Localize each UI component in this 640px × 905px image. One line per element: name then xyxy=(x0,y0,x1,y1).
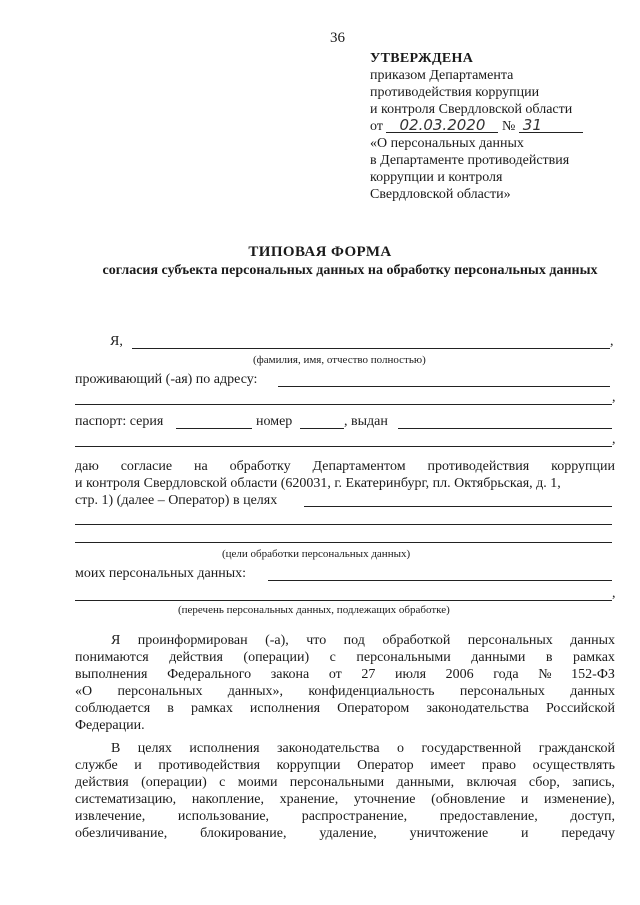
passport-issued-field-1[interactable] xyxy=(398,428,612,429)
word: под xyxy=(343,633,365,648)
approval-line-7: коррупции и контроля xyxy=(370,170,503,185)
word: выполнения xyxy=(75,667,148,682)
word: (операции) xyxy=(141,775,207,790)
word: изменение), xyxy=(543,792,615,807)
word: коррупции xyxy=(551,459,615,474)
word: о xyxy=(397,741,405,756)
word: рамках xyxy=(573,650,615,665)
approval-line-3: и контроля Свердловской области xyxy=(370,102,573,117)
list-caption: (перечень персональных данных, подлежащих обработке) xyxy=(178,604,450,616)
approval-line-5: «О персональных данных xyxy=(370,136,524,151)
date-prefix: от xyxy=(370,119,383,134)
word: конфиденциальность xyxy=(308,684,435,699)
word: в xyxy=(545,650,553,665)
order-number: 31 xyxy=(519,118,583,133)
word: года xyxy=(493,667,519,682)
order-date: 02.03.2020 xyxy=(386,118,498,133)
word: (операции) xyxy=(243,650,310,665)
consent-block xyxy=(75,458,615,509)
word: включая xyxy=(466,775,517,790)
word: Оператор xyxy=(357,758,414,773)
word: имеет xyxy=(430,758,466,773)
passport-number-field[interactable] xyxy=(300,428,344,429)
word: осуществлять xyxy=(532,758,615,773)
word: гражданской xyxy=(538,741,615,756)
consent-line-3-text: стр. 1) (далее – Оператор) в целях xyxy=(75,493,278,508)
address-label: проживающий (-ая) по адресу: xyxy=(75,372,258,387)
word: персональных xyxy=(459,684,545,699)
word: доступ, xyxy=(570,809,615,824)
word: даю xyxy=(75,459,99,474)
word: от xyxy=(328,667,342,682)
word: Департаментом xyxy=(312,459,406,474)
word: на xyxy=(193,459,208,474)
paragraph-last-line: Федерации. xyxy=(75,718,145,733)
paragraph-line xyxy=(75,666,615,683)
word: данными, xyxy=(396,775,455,790)
paragraph-line xyxy=(75,649,615,666)
word: Оператором xyxy=(337,701,410,716)
paragraph-line xyxy=(75,791,615,808)
word: обработку xyxy=(229,459,291,474)
word: сбор, xyxy=(528,775,560,790)
word: Я xyxy=(111,633,121,648)
word: использование, xyxy=(177,809,270,824)
word: и xyxy=(134,758,142,773)
word: персональными xyxy=(356,650,451,665)
word: 2006 xyxy=(445,667,474,682)
word: данными xyxy=(471,650,526,665)
passport-issued-field-2[interactable] xyxy=(75,446,612,447)
word: уточнение xyxy=(353,792,416,807)
my-data-end-comma: , xyxy=(612,586,616,601)
word: понимаются xyxy=(75,650,149,665)
word: и xyxy=(521,826,529,841)
my-data-label: моих персональных данных: xyxy=(75,566,246,581)
i-label: Я, xyxy=(110,334,123,349)
word: извлечение, xyxy=(75,809,146,824)
word: обработкой xyxy=(382,633,451,648)
word: исполнения xyxy=(189,741,260,756)
word: законодательства xyxy=(276,741,380,756)
word: с xyxy=(329,650,336,665)
word: согласие xyxy=(120,459,173,474)
purpose-field-2[interactable] xyxy=(75,524,612,525)
word: с xyxy=(219,775,226,790)
purpose-field-1[interactable] xyxy=(304,506,612,507)
form-title: ТИПОВАЯ ФОРМА xyxy=(248,244,392,260)
address-end-comma: , xyxy=(612,390,616,405)
word: соблюдается xyxy=(75,701,151,716)
purpose-field-3[interactable] xyxy=(75,542,612,543)
word: накопление, xyxy=(191,792,264,807)
fio-caption: (фамилия, имя, отчество полностью) xyxy=(253,354,426,366)
word: право xyxy=(481,758,516,773)
word: июля xyxy=(395,667,427,682)
word: «О xyxy=(75,684,93,699)
word: предоставление, xyxy=(439,809,538,824)
word: (обновление xyxy=(431,792,506,807)
word: рамках xyxy=(190,701,233,716)
word: 27 xyxy=(361,667,376,682)
approval-line-2: противодействия коррупции xyxy=(370,85,540,100)
consent-line-1 xyxy=(75,458,615,475)
word: целях xyxy=(137,741,172,756)
paragraph-rights xyxy=(75,740,615,842)
word: блокирование, xyxy=(200,826,287,841)
word: моими xyxy=(237,775,278,790)
word: В xyxy=(111,741,121,756)
word: данных xyxy=(570,633,615,648)
word: службе xyxy=(75,758,118,773)
word: удаление, xyxy=(319,826,377,841)
word: 152-ФЗ xyxy=(571,667,615,682)
purpose-caption: (цели обработки персональных данных) xyxy=(222,548,411,560)
paragraph-line xyxy=(75,740,615,757)
word: персональных xyxy=(467,633,553,648)
word: закона xyxy=(270,667,310,682)
paragraph-line xyxy=(75,700,615,717)
address-field-1[interactable] xyxy=(278,386,610,387)
paragraph-informed xyxy=(75,632,615,734)
passport-number-label: номер xyxy=(256,414,293,429)
fio-end-comma: , xyxy=(610,334,614,349)
approval-line-8: Свердловской области» xyxy=(370,187,511,202)
address-field-2[interactable] xyxy=(75,404,612,405)
word: законодательства xyxy=(426,701,529,716)
passport-issued-label: , выдан xyxy=(344,414,388,429)
word: действия xyxy=(169,650,223,665)
word: данных xyxy=(570,684,615,699)
word: Российской xyxy=(545,701,615,716)
word: обезличивание, xyxy=(75,826,168,841)
approval-block xyxy=(370,50,583,203)
word: проинформирован xyxy=(137,633,248,648)
word: систематизацию, xyxy=(75,792,177,807)
my-data-field-1[interactable] xyxy=(268,580,612,581)
paragraph-line xyxy=(75,808,615,825)
paragraph-line xyxy=(75,774,615,791)
approval-line-6: в Департаменте противодействия xyxy=(370,153,570,168)
passport-series-field[interactable] xyxy=(176,428,252,429)
word: уничтожение xyxy=(409,826,489,841)
approval-line-1: приказом Департамента xyxy=(370,68,514,83)
word: противодействия xyxy=(427,459,530,474)
word: (-а), xyxy=(265,633,289,648)
word: исполнения xyxy=(249,701,321,716)
paragraph-line xyxy=(75,825,615,842)
word: что xyxy=(306,633,327,648)
my-data-field-2[interactable] xyxy=(75,600,612,601)
number-sign: № xyxy=(501,119,516,134)
word: № xyxy=(538,667,552,682)
consent-line-2: и контроля Свердловской области (620031, г. Екатеринбург, пл. Октябрьская, д. 1, xyxy=(75,476,561,491)
fio-field[interactable] xyxy=(132,348,610,349)
word: запись, xyxy=(572,775,615,790)
approval-title: УТВЕРЖДЕНА xyxy=(370,51,474,66)
word: персональных xyxy=(117,684,203,699)
word: государственной xyxy=(421,741,522,756)
word: передачу xyxy=(561,826,615,841)
word: персональными xyxy=(289,775,385,790)
form-subtitle: согласия субъекта персональных данных на обработку персональных данных xyxy=(102,263,598,278)
word: коррупции xyxy=(276,758,341,773)
page-number: 36 xyxy=(330,30,345,46)
passport-series-label: паспорт: серия xyxy=(75,414,164,429)
word: противодействия xyxy=(158,758,261,773)
word: распространение, xyxy=(301,809,408,824)
word: действия xyxy=(75,775,129,790)
passport-end-comma: , xyxy=(612,432,616,447)
paragraph-line xyxy=(75,632,615,649)
paragraph-line xyxy=(75,683,615,700)
word: хранение, xyxy=(279,792,339,807)
paragraph-line xyxy=(75,757,615,774)
word: и xyxy=(520,792,529,807)
approval-date-line xyxy=(370,118,583,135)
word: данных», xyxy=(227,684,284,699)
word: в xyxy=(167,701,174,716)
word: Федерального xyxy=(167,667,252,682)
